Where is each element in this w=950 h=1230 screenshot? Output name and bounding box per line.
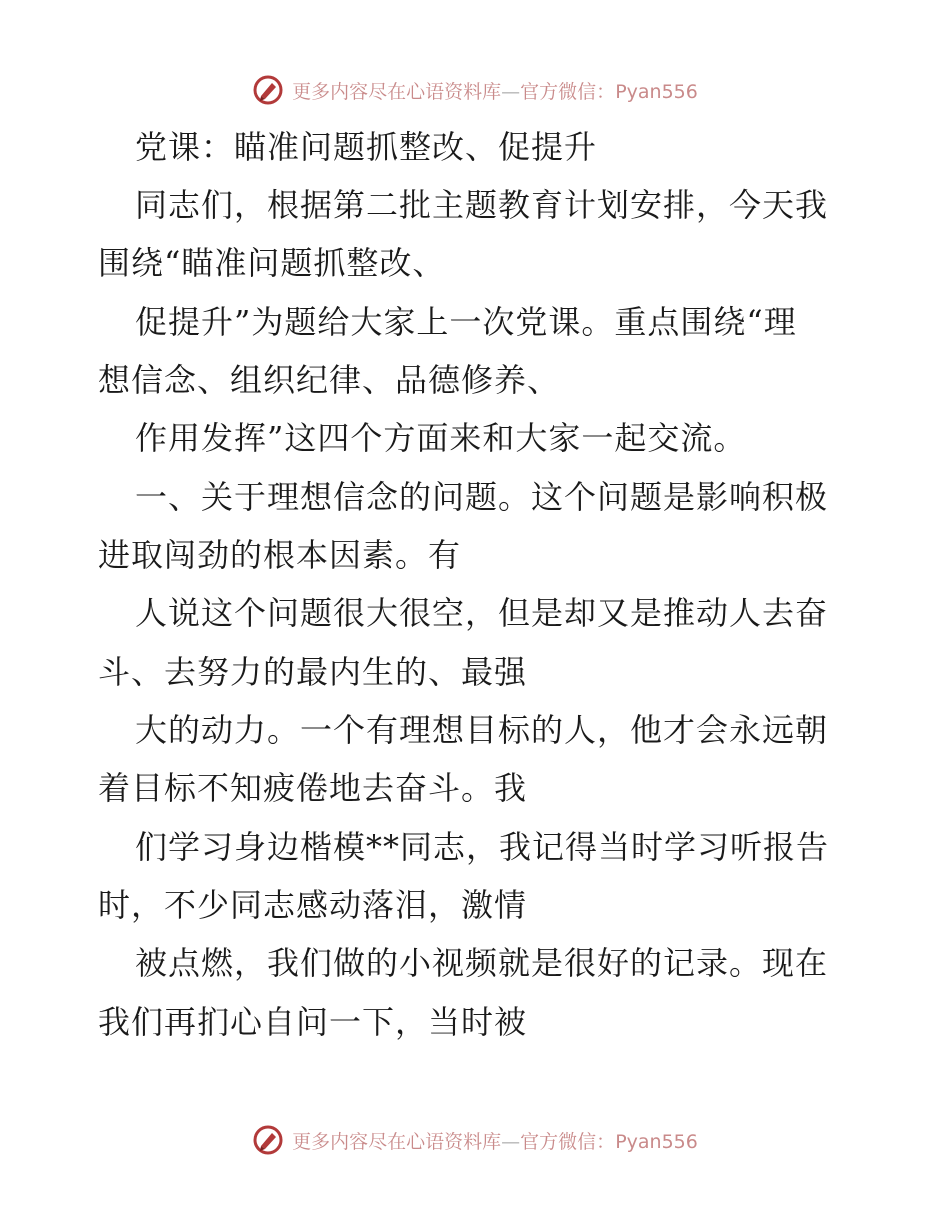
text-line: 同志们，根据第二批主题教育计划安排，今天我	[135, 186, 829, 224]
text-line: 斗、去努力的最内生的、最强	[98, 653, 528, 691]
pen-logo-icon	[252, 74, 284, 106]
text-line: 时，不少同志感动落泪，激情	[98, 886, 528, 924]
text-line: 作用发挥”这四个方面来和大家一起交流。	[135, 419, 747, 457]
pen-logo-icon	[252, 1124, 284, 1156]
watermark-text	[292, 77, 698, 104]
watermark-account: Pyan556	[615, 1130, 698, 1153]
watermark-dash: —	[501, 1130, 521, 1153]
watermark-account: Pyan556	[615, 80, 698, 103]
header-watermark	[0, 70, 950, 110]
text-line: 人说这个问题很大很空，但是却又是推动人去奋	[135, 594, 829, 632]
document-body	[0, 118, 950, 1041]
document-title: 党课：瞄准问题抓整改、促提升	[135, 128, 598, 166]
text-line: 进取闯劲的根本因素。有	[98, 536, 462, 574]
watermark-dash: —	[501, 80, 521, 103]
watermark-label: 官方微信：	[520, 1130, 616, 1153]
text-line: 促提升”为题给大家上一次党课。重点围绕“理	[135, 303, 797, 341]
text-line: 被点燃，我们做的小视频就是很好的记录。现在	[135, 944, 829, 982]
text-line: 们学习身边楷模**同志，我记得当时学习听报告	[135, 828, 830, 866]
text-line: 想信念、组织纪律、品德修养、	[98, 361, 561, 399]
text-line: 着目标不知疲倦地去奋斗。我	[98, 769, 528, 807]
text-line: 围绕“瞄准问题抓整改、	[98, 244, 446, 282]
watermark-text	[292, 1127, 698, 1154]
watermark-brand: 更多内容尽在心语资料库	[292, 80, 502, 103]
watermark-label: 官方微信：	[520, 80, 616, 103]
text-line: 大的动力。一个有理想目标的人，他才会永远朝	[135, 711, 829, 749]
footer-watermark	[0, 1120, 950, 1160]
text-line: 我们再扪心自问一下，当时被	[98, 1003, 528, 1041]
text-line: 一、关于理想信念的问题。这个问题是影响积极	[135, 478, 829, 516]
watermark-brand: 更多内容尽在心语资料库	[292, 1130, 502, 1153]
